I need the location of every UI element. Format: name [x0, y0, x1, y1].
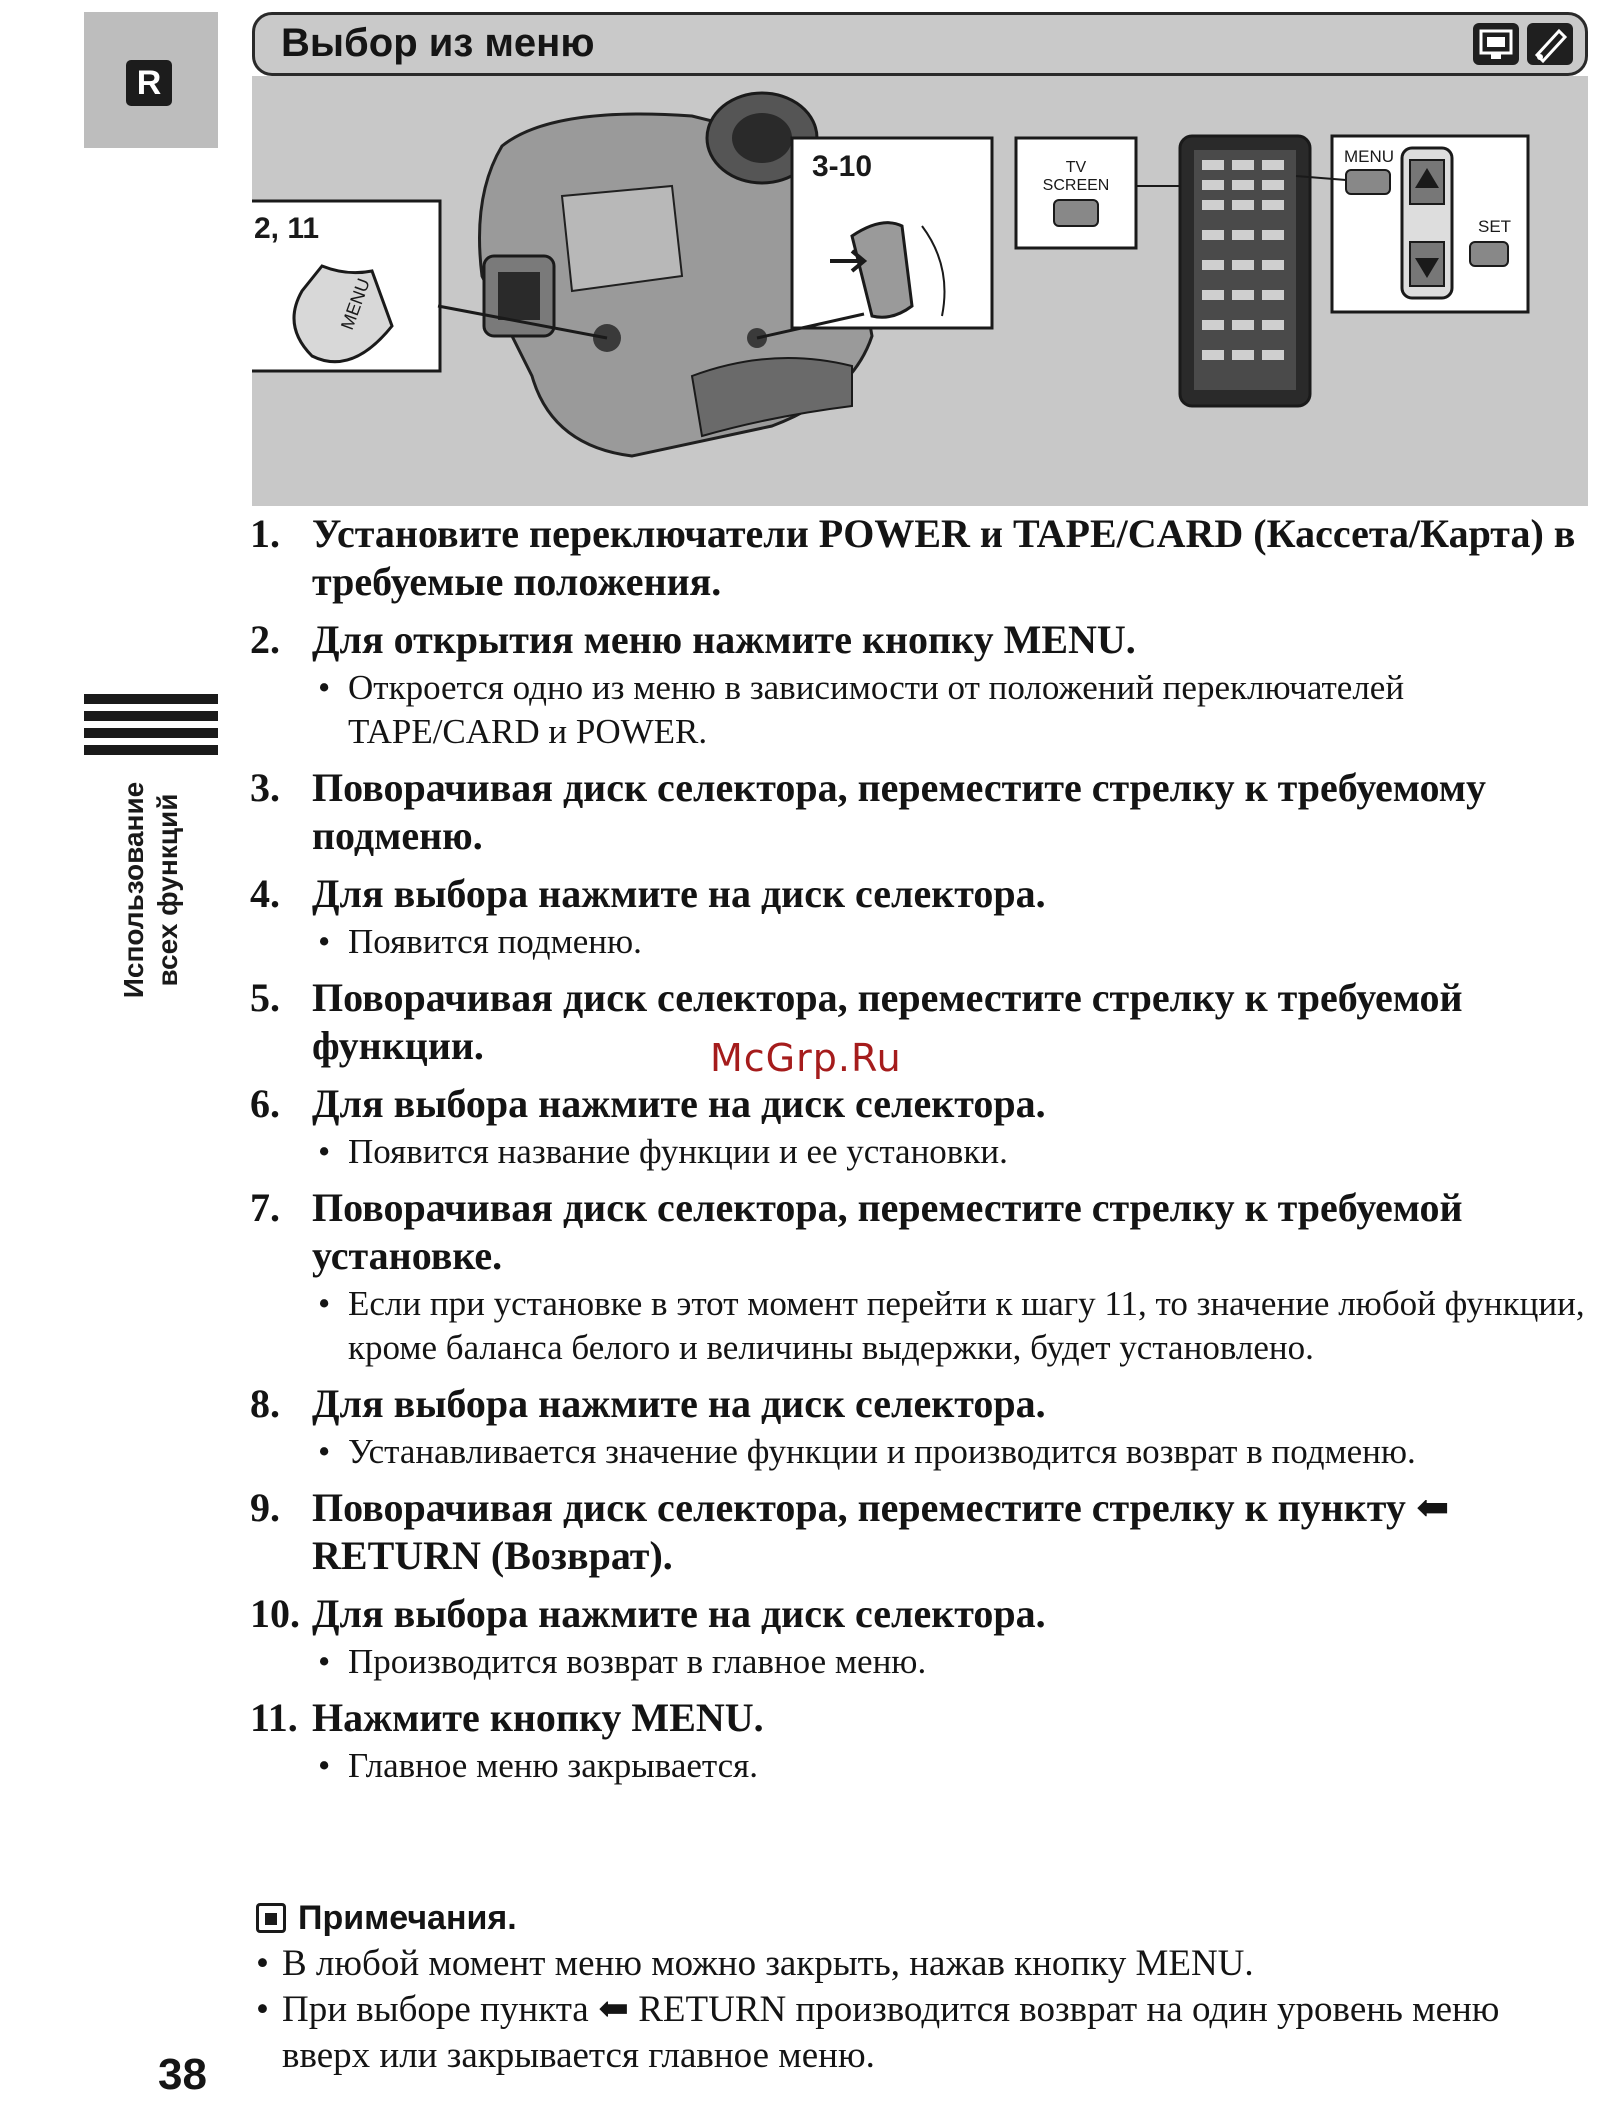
card-mode-icon: [1527, 23, 1573, 65]
step-5: [250, 974, 1595, 1070]
step-text: Установите переключатели POWER и TAPE/CARD (Кассета/Карта) в требуемые положения.: [312, 511, 1576, 604]
steps-list: [250, 510, 1595, 1798]
menu-set-callout: [1296, 136, 1528, 312]
notes-title: Примечания.: [298, 1899, 517, 1937]
step-10: [250, 1590, 1595, 1684]
step-number: 7.: [250, 1185, 280, 1230]
step-bullet: • Если при установке в этот момент перейти к шагу 11, то значение любой функции, кроме баланса белого и величины выдержки, будет установлено.: [312, 1282, 1595, 1370]
step-8: [250, 1380, 1595, 1474]
step-bullet: • Появится подменю.: [312, 920, 1595, 964]
note-icon: [256, 1903, 286, 1933]
camera-mode-icon: [1473, 23, 1519, 65]
step-bullet: • Откроется одно из меню в зависимости от положений переключателей TAPE/CARD и POWER.: [312, 666, 1595, 754]
step-text: Для открытия меню нажмите кнопку MENU.: [312, 617, 1136, 662]
section-label-line1: Использование: [118, 781, 149, 999]
step-2: [250, 616, 1595, 754]
step-bullet: • Появится название функции и ее установки.: [312, 1130, 1595, 1174]
step-number: 1.: [250, 511, 280, 556]
screen-label: SCREEN: [1042, 177, 1110, 194]
step-text: Поворачивая диск селектора, переместите стрелку к требуемой функции.: [312, 975, 1463, 1068]
step-text: Поворачивая диск селектора, переместите стрелку к пункту ⬅ RETURN (Возврат).: [312, 1485, 1450, 1578]
step-11: [250, 1694, 1595, 1788]
camcorder-illustration: [252, 76, 1588, 506]
step-number: 6.: [250, 1081, 280, 1126]
tv-screen-callout: [1016, 138, 1187, 248]
step-7: [250, 1184, 1595, 1370]
step-number: 10.: [250, 1591, 300, 1636]
step-number: 8.: [250, 1381, 280, 1426]
step-number: 9.: [250, 1485, 280, 1530]
remote-menu-label: MENU: [1344, 147, 1395, 166]
tv-label: TV: [1065, 159, 1087, 176]
step-4: [250, 870, 1595, 964]
step-6: [250, 1080, 1595, 1174]
callout-steps-label: 2, 11: [254, 212, 320, 245]
section-marker-lines: [84, 694, 218, 762]
section-label-line2: всех функций: [152, 793, 183, 987]
step-text: Нажмите кнопку MENU.: [312, 1695, 764, 1740]
page-number: 38: [158, 2050, 207, 2099]
callout-menu-label: MENU: [336, 275, 374, 333]
step-text: Для выбора нажмите на диск селектора.: [312, 871, 1046, 916]
step-text: Для выбора нажмите на диск селектора.: [312, 1381, 1046, 1426]
step-3: [250, 764, 1595, 860]
step-number: 2.: [250, 617, 280, 662]
remote-set-label: SET: [1478, 217, 1512, 236]
step-1: [250, 510, 1595, 606]
step-number: 5.: [250, 975, 280, 1020]
notes-section: [256, 1895, 1591, 2079]
notes-heading: [256, 1895, 1591, 1941]
step-number: 11.: [250, 1695, 298, 1740]
note-item: • В любой момент меню можно закрыть, нажав кнопку MENU.: [256, 1941, 1591, 1987]
step-number: 4.: [250, 871, 280, 916]
step-text: Поворачивая диск селектора, переместите стрелку к требуемому подменю.: [312, 765, 1486, 858]
step-9: [250, 1484, 1595, 1580]
page-title: Выбор из меню: [281, 21, 595, 65]
step-text: Для выбора нажмите на диск селектора.: [312, 1081, 1046, 1126]
step-text: Поворачивая диск селектора, переместите стрелку к требуемой установке.: [312, 1185, 1463, 1278]
watermark: McGrp.Ru: [710, 1036, 902, 1080]
section-title-bar: [252, 12, 1588, 76]
step-bullet: • Главное меню закрывается.: [312, 1744, 1595, 1788]
language-badge: R: [126, 60, 172, 106]
remote-control-drawing: [1180, 136, 1310, 406]
callout-dial-steps-label: 3-10: [812, 150, 873, 183]
step-text: Для выбора нажмите на диск селектора.: [312, 1591, 1046, 1636]
step-bullet: • Устанавливается значение функции и производится возврат в подменю.: [312, 1430, 1595, 1474]
selector-dial-callout: [757, 138, 992, 338]
note-item: • При выборе пункта ⬅ RETURN производится возврат на один уровень меню вверх или закрывается главное меню.: [256, 1987, 1591, 2079]
step-bullet: • Производится возврат в главное меню.: [312, 1640, 1595, 1684]
step-number: 3.: [250, 765, 280, 810]
